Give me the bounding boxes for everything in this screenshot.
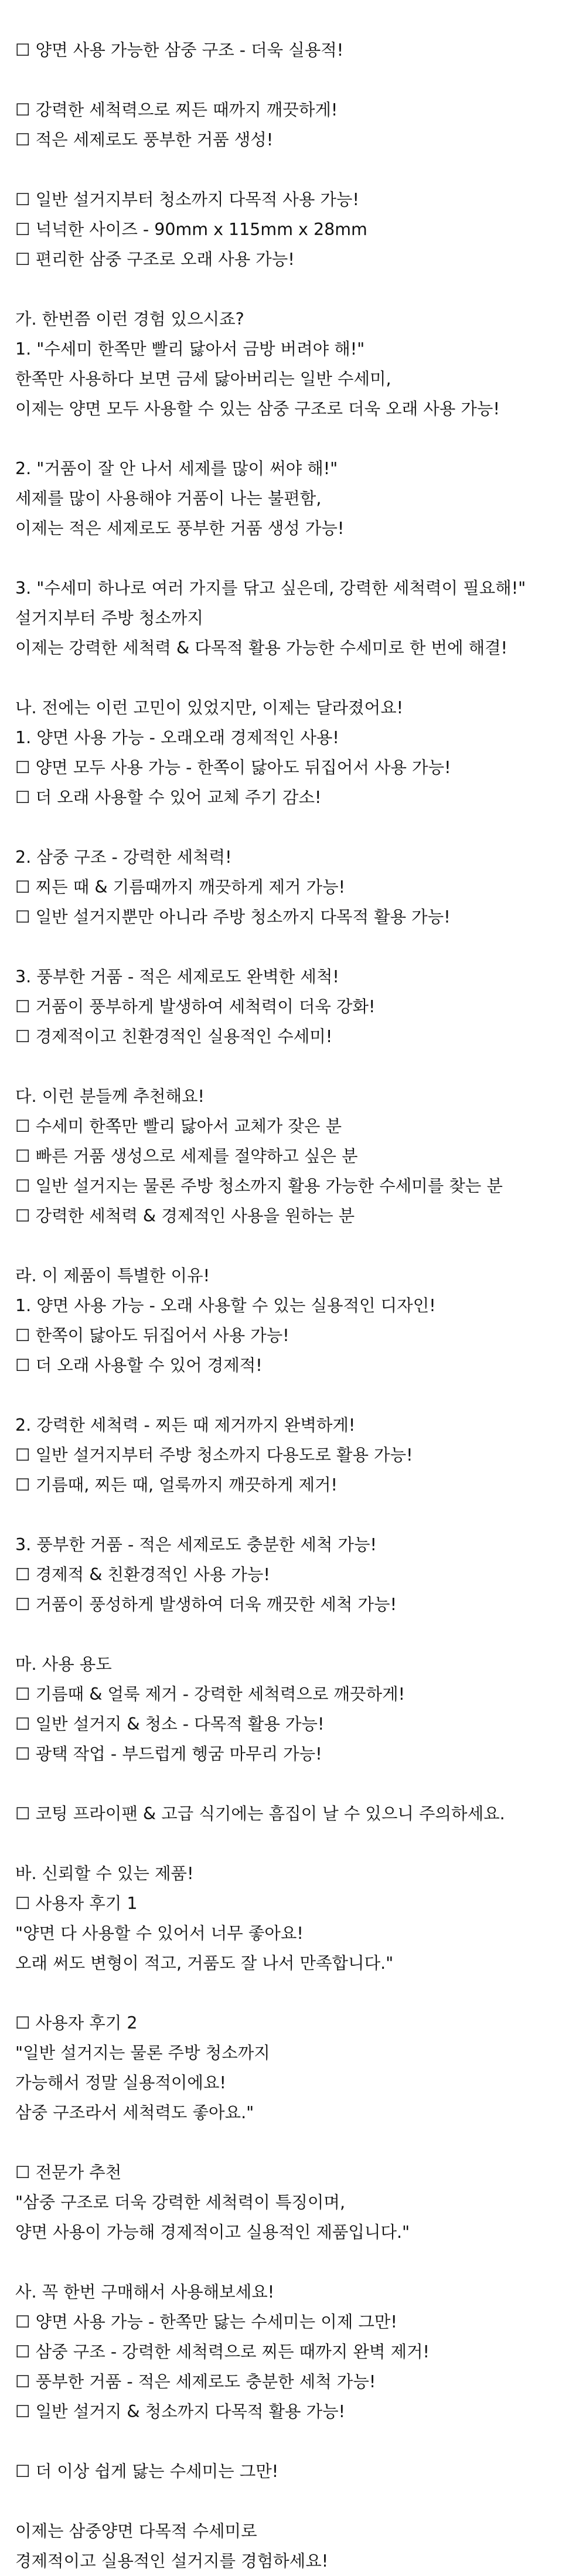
section-spacer <box>15 155 578 185</box>
text-line: 세제를 많이 사용해야 거품이 나는 불편함, <box>15 489 322 508</box>
text-line: 설거지부터 주방 청소까지 <box>15 608 203 628</box>
text-line: ☐ 거품이 풍성하게 발생하여 더욱 깨끗한 세척 가능! <box>15 1595 397 1614</box>
section-spacer <box>15 1619 578 1649</box>
section-spacer <box>15 274 578 304</box>
text-line: 라. 이 제품이 특별한 이유! <box>15 1266 210 1285</box>
section-spacer <box>15 1052 578 1081</box>
text-line: 이제는 삼중양면 다목적 수세미로 <box>15 2521 257 2541</box>
text-line: ☐ 일반 설거지 & 청소까지 다목적 활용 가능! <box>15 2402 346 2421</box>
text-line: 사. 꼭 한번 구매해서 사용해보세요! <box>15 2282 275 2302</box>
text-line: 가능해서 정말 실용적이에요! <box>15 2073 226 2092</box>
text-line: ☐ 사용자 후기 1 <box>15 1894 138 1913</box>
text-line: 3. 풍부한 거품 - 적은 세제로도 완벽한 세척! <box>15 967 339 986</box>
text-line: ☐ 일반 설거지 & 청소 - 다목적 활용 가능! <box>15 1714 325 1734</box>
text-line: ☐ 전문가 추천 <box>15 2163 122 2182</box>
text-line: ☐ 양면 사용 가능한 삼중 구조 - 더욱 실용적! <box>15 40 344 60</box>
text-line: ☐ 사용자 후기 2 <box>15 2013 138 2033</box>
section-spacer <box>15 1500 578 1530</box>
text-line: 바. 신뢰할 수 있는 제품! <box>15 1864 194 1883</box>
section-spacer <box>15 2486 578 2516</box>
text-section <box>15 1261 578 1380</box>
text-line: ☐ 더 오래 사용할 수 있어 교체 주기 감소! <box>15 788 322 807</box>
text-line: 가. 한번쯤 이런 경험 있으시죠? <box>15 309 244 329</box>
text-line: 삼중 구조라서 세척력도 좋아요." <box>15 2103 254 2122</box>
text-line: "양면 다 사용할 수 있어서 너무 좋아요! <box>15 1924 304 1943</box>
text-section <box>15 2456 578 2486</box>
section-spacer <box>15 1829 578 1859</box>
text-section <box>15 1649 578 1769</box>
text-section <box>15 2277 578 2427</box>
section-spacer <box>15 812 578 842</box>
text-section <box>15 2516 578 2576</box>
text-line: ☐ 경제적이고 친환경적인 실용적인 수세미! <box>15 1027 333 1046</box>
text-line: 이제는 적은 세제로도 풍부한 거품 생성 가능! <box>15 519 345 538</box>
text-section <box>15 454 578 543</box>
section-spacer <box>15 424 578 454</box>
section-spacer <box>15 65 578 95</box>
text-line: 다. 이런 분들께 추천해요! <box>15 1087 205 1106</box>
text-section <box>15 1081 578 1231</box>
section-spacer <box>15 1978 578 2008</box>
text-line: 2. 삼중 구조 - 강력한 세척력! <box>15 848 232 867</box>
text-section <box>15 573 578 663</box>
text-section <box>15 35 578 65</box>
text-line: ☐ 일반 설거지부터 청소까지 다목적 사용 가능! <box>15 190 359 209</box>
text-line: ☐ 더 오래 사용할 수 있어 경제적! <box>15 1356 263 1375</box>
product-description-document <box>15 35 578 2576</box>
text-line: ☐ 강력한 세척력 & 경제적인 사용을 원하는 분 <box>15 1206 355 1226</box>
text-line: ☐ 적은 세제로도 풍부한 거품 생성! <box>15 130 274 149</box>
text-line: ☐ 일반 설거지는 물론 주방 청소까지 활용 가능한 수세미를 찾는 분 <box>15 1176 503 1196</box>
text-line: ☐ 광택 작업 - 부드럽게 헹굼 마무리 가능! <box>15 1744 322 1764</box>
text-section <box>15 1410 578 1500</box>
section-spacer <box>15 1231 578 1261</box>
section-spacer <box>15 1769 578 1799</box>
text-line: 1. 양면 사용 가능 - 오래오래 경제적인 사용! <box>15 728 339 747</box>
section-spacer <box>15 663 578 693</box>
text-line: "삼중 구조로 더욱 강력한 세척력이 특징이며, <box>15 2193 346 2212</box>
text-section <box>15 2158 578 2247</box>
text-line: ☐ 경제적 & 친환경적인 사용 가능! <box>15 1565 270 1584</box>
text-line: ☐ 거품이 풍부하게 발생하여 세척력이 더욱 강화! <box>15 997 376 1016</box>
text-line: ☐ 양면 사용 가능 - 한쪽만 닳는 수세미는 이제 그만! <box>15 2312 397 2332</box>
text-line: ☐ 풍부한 거품 - 적은 세제로도 충분한 세척 가능! <box>15 2372 376 2391</box>
text-section <box>15 95 578 155</box>
text-line: ☐ 수세미 한쪽만 빨리 닳아서 교체가 잦은 분 <box>15 1117 342 1136</box>
section-spacer <box>15 2427 578 2456</box>
text-section <box>15 1799 578 1829</box>
text-line: ☐ 일반 설거지부터 주방 청소까지 다용도로 활용 가능! <box>15 1445 413 1465</box>
section-spacer <box>15 1380 578 1410</box>
text-line: 2. 강력한 세척력 - 찌든 때 제거까지 완벽하게! <box>15 1415 356 1435</box>
section-spacer <box>15 543 578 573</box>
text-line: ☐ 기름때 & 얼룩 제거 - 강력한 세척력으로 깨끗하게! <box>15 1685 406 1704</box>
text-line: 마. 사용 용도 <box>15 1655 112 1674</box>
text-line: ☐ 일반 설거지뿐만 아니라 주방 청소까지 다목적 활용 가능! <box>15 907 451 927</box>
text-line: 1. "수세미 한쪽만 빨리 닳아서 금방 버려야 해!" <box>15 339 365 359</box>
text-line: 3. 풍부한 거품 - 적은 세제로도 충분한 세척 가능! <box>15 1535 377 1554</box>
text-line: 3. "수세미 하나로 여러 가지를 닦고 싶은데, 강력한 세척력이 필요해!" <box>15 579 526 598</box>
text-line: ☐ 한쪽이 닳아도 뒤집어서 사용 가능! <box>15 1326 289 1345</box>
text-line: ☐ 양면 모두 사용 가능 - 한쪽이 닳아도 뒤집어서 사용 가능! <box>15 758 451 777</box>
text-line: 경제적이고 실용적인 설거지를 경험하세요! <box>15 2551 329 2571</box>
text-line: 1. 양면 사용 가능 - 오래 사용할 수 있는 실용적인 디자인! <box>15 1296 436 1315</box>
text-line: 한쪽만 사용하다 보면 금세 닳아버리는 일반 수세미, <box>15 369 391 389</box>
text-section <box>15 1859 578 1978</box>
text-line: 이제는 양면 모두 사용할 수 있는 삼중 구조로 더욱 오래 사용 가능! <box>15 399 500 418</box>
text-line: ☐ 기름때, 찌든 때, 얼룩까지 깨끗하게 제거! <box>15 1475 338 1495</box>
text-line: ☐ 찌든 때 & 기름때까지 깨끗하게 제거 가능! <box>15 877 346 897</box>
text-line: ☐ 삼중 구조 - 강력한 세척력으로 찌든 때까지 완벽 제거! <box>15 2342 430 2361</box>
text-line: "일반 설거지는 물론 주방 청소까지 <box>15 2043 270 2063</box>
section-spacer <box>15 2247 578 2277</box>
text-line: ☐ 더 이상 쉽게 닳는 수세미는 그만! <box>15 2462 279 2481</box>
text-section <box>15 185 578 274</box>
text-line: ☐ 코팅 프라이팬 & 고급 식기에는 흠집이 날 수 있으니 주의하세요. <box>15 1804 505 1823</box>
text-section <box>15 693 578 812</box>
text-section <box>15 304 578 424</box>
text-line: ☐ 강력한 세척력으로 찌든 때까지 깨끗하게! <box>15 100 338 120</box>
section-spacer <box>15 2128 578 2158</box>
text-line: ☐ 빠른 거품 생성으로 세제를 절약하고 싶은 분 <box>15 1146 358 1166</box>
text-line: 나. 전에는 이런 고민이 있었지만, 이제는 달라졌어요! <box>15 698 404 717</box>
text-line: 2. "거품이 잘 안 나서 세제를 많이 써야 해!" <box>15 459 338 478</box>
text-line: ☐ 넉넉한 사이즈 - 90mm x 115mm x 28mm <box>15 220 367 239</box>
text-line: 오래 써도 변형이 적고, 거품도 잘 나서 만족합니다." <box>15 1954 394 1973</box>
text-line: 양면 사용이 가능해 경제적이고 실용적인 제품입니다." <box>15 2223 410 2242</box>
text-section <box>15 962 578 1052</box>
section-spacer <box>15 932 578 962</box>
text-line: 이제는 강력한 세척력 & 다목적 활용 가능한 수세미로 한 번에 해결! <box>15 638 508 658</box>
text-line: ☐ 편리한 삼중 구조로 오래 사용 가능! <box>15 250 295 269</box>
text-section <box>15 2008 578 2128</box>
text-section <box>15 1530 578 1619</box>
text-section <box>15 842 578 932</box>
